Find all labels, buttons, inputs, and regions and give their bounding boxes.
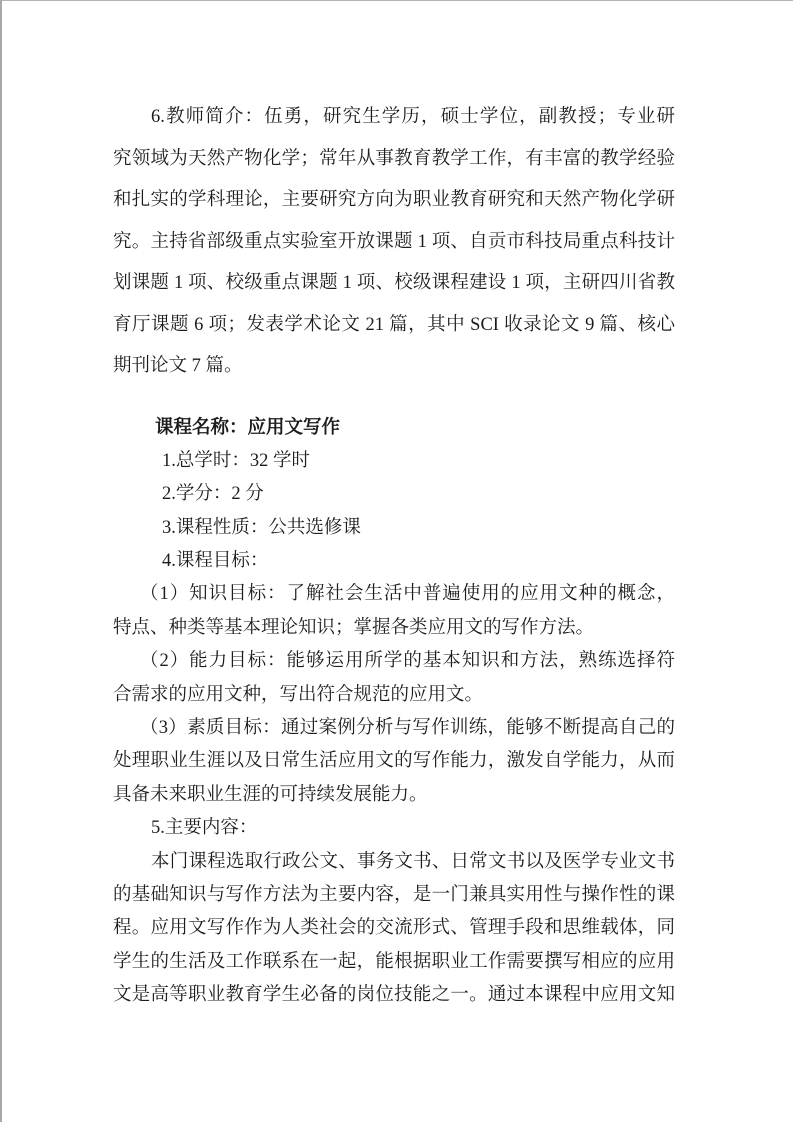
text-line: 特点、种类等基本理论知识；掌握各类应用文的写作方法。	[113, 617, 595, 638]
text-line: 2.学分：2 分	[162, 484, 264, 505]
main-content-paragraph	[113, 846, 675, 1013]
text-line: 程。应用文写作作为人类社会的交流形式、管理手段和思维载体，同	[113, 918, 675, 939]
text-line: 究领域为天然产物化学；常年从事教育教学工作，有丰富的教学经验	[113, 148, 675, 169]
text-line: 和扎实的学科理论，主要研究方向为职业教育研究和天然产物化学研	[113, 190, 675, 210]
quality-objective-paragraph	[113, 712, 675, 812]
text-line: 5.主要内容：	[151, 818, 258, 839]
text-line: 期刊论文 7 篇。	[113, 356, 243, 376]
text-line: 文是高等职业教育学生必备的岗位技能之一。通过本课程中应用文知	[113, 985, 675, 1006]
text-line: 究。主持省部级重点实验室开放课题 1 项、自贡市科技局重点科技计	[113, 231, 675, 252]
text-line: 本门课程选取行政公文、事务文书、日常文书以及医学专业文书	[151, 851, 675, 872]
knowledge-objective-paragraph	[113, 578, 675, 645]
text-line: 3.课程性质：公共选修课	[162, 517, 361, 538]
ability-objective-paragraph	[113, 645, 675, 712]
course-credit-item	[113, 478, 675, 511]
text-line: 处理职业生涯以及日常生活应用文的写作能力，激发自学能力，从而	[113, 751, 675, 772]
text-line: 4.课程目标：	[162, 551, 269, 572]
course-hours-item	[113, 445, 675, 478]
text-line: 的基础知识与写作方法为主要内容，是一门兼具实用性与操作性的课	[113, 884, 675, 905]
teacher-intro-paragraph	[113, 97, 675, 388]
course-title-heading	[113, 412, 675, 445]
document-body	[113, 97, 675, 1013]
course-type-item	[113, 512, 675, 545]
text-line: 划课题 1 项、校级重点课题 1 项、校级课程建设 1 项，主研四川省教	[113, 273, 675, 293]
text-line: 6.教师简介：伍勇，研究生学历，硕士学位，副教授；专业研	[151, 107, 675, 127]
text-line: （1）知识目标：了解社会生活中普遍使用的应用文种的概念，	[140, 584, 675, 605]
text-line: 课程名称：应用文写作	[155, 417, 341, 438]
course-objectives-item	[113, 545, 675, 578]
main-content-item	[113, 812, 675, 845]
text-line: （3）素质目标：通过案例分析与写作训练，能够不断提高自己的	[140, 718, 675, 739]
text-line: 学生的生活及工作联系在一起，能根据职业工作需要撰写相应的应用	[113, 951, 675, 972]
text-line: 1.总学时：32 学时	[162, 450, 311, 471]
text-line: 育厅课题 6 项；发表学术论文 21 篇，其中 SCI 收录论文 9 篇、核心	[113, 314, 675, 335]
text-line: 具备未来职业生涯的可持续发展能力。	[113, 784, 428, 805]
text-line: （2）能力目标：能够运用所学的基本知识和方法，熟练选择符	[140, 651, 675, 672]
text-line: 合需求的应用文种，写出符合规范的应用文。	[113, 684, 484, 705]
